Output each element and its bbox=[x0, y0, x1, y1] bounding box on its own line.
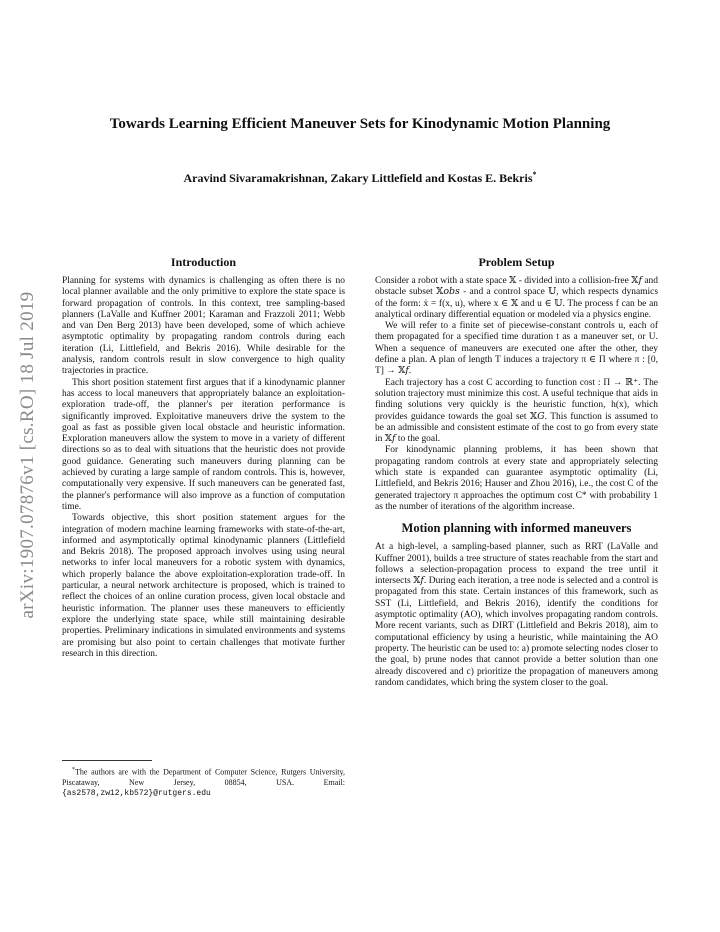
author-footnote-mark: * bbox=[532, 170, 537, 179]
author-names: Aravind Sivaramakrishnan, Zakary Littlefield and Kostas E. Bekris bbox=[183, 171, 533, 185]
footnote-body: The authors are with the Department of Computer Science, Rutgers University, Piscataway, New Jersey, 08854, USA. Email: bbox=[62, 767, 345, 787]
footnote bbox=[62, 760, 345, 799]
section-heading-introduction: Introduction bbox=[170, 255, 237, 269]
left-column bbox=[62, 255, 345, 660]
paper-title: Towards Learning Efficient Maneuver Sets for Kinodynamic Motion Planning bbox=[109, 116, 611, 132]
author-list bbox=[0, 170, 720, 186]
footnote-mark: * bbox=[72, 767, 75, 773]
right-column bbox=[375, 255, 658, 689]
setup-paragraph-1: Consider a robot with a state space 𝕏 - divided into a collision-free 𝕏𝑓 and obstacle subset 𝕏𝑜𝑏𝑠 - and a control space 𝕌, which respects dynamics of the form: ẋ = f(x, u), where x ∈ 𝕏 and u ∈ 𝕌. The process f can be an analytical ordinary differential equation or modeled via a physics engine. bbox=[375, 276, 658, 320]
intro-paragraph-1: Planning for systems with dynamics is challenging as often there is no local planner available and the only primitive to explore the state space is forward propagation of controls. In this context, tree sampling-based planners (LaValle and Kuffner 2001; Karaman and Frazzoli 2011; Webb and van Den Berg 2013) have been developed, some of which achieve asymptotic optimality by propagating random controls during each iteration (Li, Littlefield, and Bekris 2016). While desirable for the analysis, random controls result in slow convergence to high quality trajectories in practice. bbox=[62, 276, 345, 377]
arxiv-stamp bbox=[8, 255, 48, 655]
footnote-text bbox=[62, 765, 345, 799]
section-heading-motion-planning: Motion planning with informed maneuvers bbox=[401, 521, 632, 536]
section-heading-problem-setup: Problem Setup bbox=[478, 255, 555, 269]
planning-paragraph-1: At a high-level, a sampling-based planner, such as RRT (LaValle and Kuffner 2001), builds a tree structure of states reachable from the start and follows a selection-propagation process to expand the tree until it intersects 𝕏𝑓. During each iteration, a tree node is selected and a control is propagated from this state. Certain instances of this framework, such as SST (Li, Littlefield, and Bekris 2016), identify the conditions for asymptotic optimality (AO), which involves propagating random controls. More recent variants, such as DIRT (Littlefield and Bekris 2018), aim to computational efficiency by using a heuristic, while maintaining the AO property. The heuristic can be used to: a) promote selecting nodes closer to the goal, b) prune nodes that cannot provide a better solution than one already discovered and c) prioritize the propagation of maneuvers among random candidates, which bring the system closer to the goal. bbox=[375, 542, 658, 688]
intro-paragraph-2: This short position statement first argues that if a kinodynamic planner has access to local maneuvers that appropriately balance an exploitation-exploration trade-off, the planner's per iteration performance is significantly improved. Exploitative maneuvers drive the system to the goal as fast as possible given local obstacle and heuristic information. Exploration maneuvers allow the system to move in a variety of different directions so as to deal with situations that the heuristic does not provide good guidance. Generating such maneuvers during planning can be achieved by curating a large sample of random controls. This is, however, computationally very expensive. If such maneuvers can be generated fast, the planner's performance will also improve as a function of computation time. bbox=[62, 377, 345, 512]
intro-paragraph-3: Towards objective, this short position statement argues for the integration of modern machine learning frameworks with state-of-the-art, informed and asymptotically optimal kinodynamic planners (Littlefield and Bekris 2018). The proposed approach involves using using neural networks to infer local maneuvers for a robotic system with dynamics, which properly balance the above exploitation-exploration trade-off. In particular, a neural network architecture is proposed, which is trained to reflect the choices of an online curation process, given local obstacle and heuristic information. The planner uses these maneuvers to efficiently explore the underlying state space, while still maintaining desirable properties. Preliminary indications in simulated environments and systems are promising but also point to certain challenges that motivate further research in this direction. bbox=[62, 513, 345, 659]
setup-paragraph-2: We will refer to a finite set of piecewise-constant controls u, each of them propagated for a specified time duration t as a maneuver set, or U. When a sequence of maneuvers are executed one after the other, they define a plan. A plan of length T induces a trajectory π ∈ Π where π : [0, T] → 𝕏𝑓. bbox=[375, 321, 658, 377]
footnote-email: {as2578,zw12,kb572}@rutgers.edu bbox=[62, 788, 211, 798]
footnote-rule bbox=[62, 760, 152, 761]
arxiv-stamp-text: arXiv:1907.07876v1 [cs.RO] 18 Jul 2019 bbox=[17, 291, 38, 619]
setup-paragraph-3: Each trajectory has a cost C according to function cost : Π → ℝ⁺. The solution trajectory must minimize this cost. A useful technique that aids in finding solutions very quickly is the heuristic function, h(x), which provides guidance towards the goal set 𝕏𝐺. This function is assumed to be an admissible and consistent estimate of the cost to go from every state in 𝕏𝑓 to the goal. bbox=[375, 377, 658, 445]
setup-paragraph-4: For kinodynamic planning problems, it has been shown that propagating random controls at every state and appropriately selecting which state is expanded can guarantee asymptotic optimality (Li, Littlefield, and Bekris 2016; Hauser and Zhou 2016), i.e., the cost C of the generated trajectory π approaches the optimum cost C* with probability 1 as the number of iterations of the algorithm increase. bbox=[375, 445, 658, 512]
